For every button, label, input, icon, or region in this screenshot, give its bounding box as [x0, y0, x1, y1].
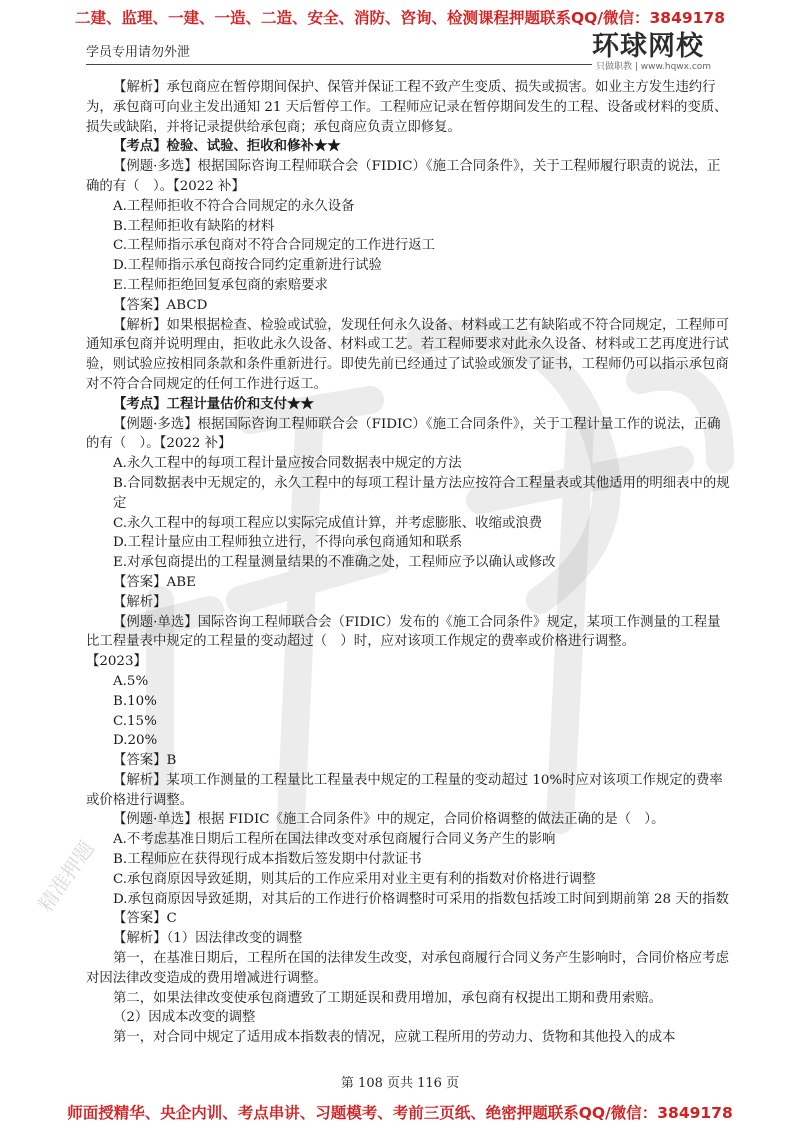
page-number: 第 108 页共 116 页 [340, 1076, 460, 1091]
option-a: A.不考虑基准日期后工程所在国法律改变对承包商履行合同义务产生的影响 [113, 832, 556, 848]
logo-tagline: 只做职教 | www.hqwx.com [596, 62, 712, 72]
analysis-paragraph: 【解析】某项工作测量的工程量比工程量表中规定的工程量的变动超过 10%时应对该项工作规定的费率或价格进行调整。 [86, 772, 723, 808]
option-c: C.承包商原因导致延期，则其后的工作应采用对业主更有利的指数对价格进行调整 [113, 871, 596, 887]
option-b: B.工程师应在获得现行成本指数后签发期中付款证书 [113, 852, 422, 868]
header-note: 学员专用请勿外泄 [86, 45, 191, 60]
topic-heading: 【考点】工程计量估价和支付★★ [113, 395, 314, 412]
option-b: B.10% [113, 693, 157, 709]
topic-heading: 【考点】检验、试验、拒收和修补★★ [113, 138, 341, 155]
option-a: A.工程师拒收不符合合同规定的永久设备 [113, 198, 355, 214]
document-body [86, 78, 732, 1048]
brand-logo [592, 32, 722, 73]
option-d: D.工程师指示承包商按合同约定重新进行试验 [113, 258, 382, 274]
option-d: D.20% [113, 733, 158, 749]
side-watermark-text: 精准押题 [33, 836, 99, 917]
year-tag: 【2023】 [86, 654, 147, 670]
question-stem: 【例题·单选】根据 FIDIC《施工合同条件》中的规定，合同价格调整的做法正确的是（ ）。 [113, 812, 665, 828]
bottom-promo-banner: 师面授精华、央企内训、考点串讲、习题模考、考前三页纸、绝密押题联系QQ/微信：3849178 [67, 1104, 733, 1122]
option-d: D.承包商原因导致延期，对其后的工作进行价格调整时可采用的指数包括竣工时间到期前第 28 天的指数 [113, 891, 729, 907]
option-e: E.对承包商提出的工程量测量结果的不准确之处，工程师应予以确认或修改 [113, 555, 556, 571]
option-b: B.合同数据表中无规定的，永久工程中的每项工程计量方法应按符合工程量表或其他适用的明细表中的规定 [113, 475, 730, 511]
analysis-paragraph: 第一，在基准日期后，工程所在国的法律发生改变，对承包商履行合同义务产生影响时，合同价格应考虑对因法律改变造成的费用增减进行调整。 [86, 951, 729, 986]
top-promo-banner: 二建、监理、一建、一造、二造、安全、消防、咨询、检测课程押题联系QQ/微信：3849178 [74, 9, 725, 27]
logo-text: 环球网校 [592, 31, 704, 62]
answer-line: 【答案】ABCD [113, 297, 208, 313]
question-stem: 【例题·单选】国际咨询工程师联合会（FIDIC）发布的《施工合同条件》规定，某项工作测量的工程量比工程量表中规定的工程量的变动超过（ ）时，应对该项工作规定的费率或价格进行调整。 [86, 614, 721, 650]
option-c: C.工程师指示承包商对不符合合同规定的工作进行返工 [113, 238, 436, 254]
option-a: A.永久工程中的每项工程计量应按合同数据表中规定的方法 [113, 456, 462, 472]
option-d: D.工程计量应由工程师独立进行，不得向承包商通知和联系 [113, 535, 463, 551]
option-c: C.15% [113, 713, 157, 729]
analysis-label: 【解析】（1）因法律改变的调整 [113, 931, 303, 947]
question-stem: 【例题·多选】根据国际咨询工程师联合会（FIDIC）《施工合同条件》，关于工程师履行职责的说法，正确的有（ ）。【2022 补】 [86, 159, 721, 194]
analysis-paragraph: 第一，对合同中规定了适用成本指数表的情况，应就工程所用的劳动力、货物和其他投入的成本 [113, 1030, 676, 1046]
question-stem: 【例题·多选】根据国际咨询工程师联合会（FIDIC）《施工合同条件》，关于工程计量工作的说法，正确的有（ ）。【2022 补】 [86, 416, 721, 452]
answer-line: 【答案】ABE [113, 574, 196, 590]
analysis-paragraph: 【解析】承包商应在暂停期间保护、保管并保证工程不致产生变质、损失或损害。如业主方发生违约行为，承包商可向业主发出通知 21 天后暂停工作。工程师应记录在暂停期间发生的工程、设备或材料的变质、损失或缺陷，并将记录提供给承包商；承包商应负责立即修复。 [86, 80, 728, 135]
option-e: E.工程师拒绝回复承包商的索赔要求 [113, 277, 328, 293]
analysis-subheading: （2）因成本改变的调整 [113, 1010, 256, 1026]
header-divider [86, 64, 592, 65]
option-a: A.5% [113, 673, 149, 689]
analysis-paragraph: 【解析】如果根据检查、检验或试验，发现任何永久设备、材料或工艺有缺陷或不符合同规定，工程师可通知承包商并说明理由，拒收此永久设备、材料或工艺。若工程师要求对此永久设备、材料或工艺再度进行试验，则试验应按相同条款和条件重新进行。即使先前已经通过了试验或颁发了证书，工程师仍可以指示承包商对不符合合同规定的任何工作进行返工。 [86, 317, 729, 392]
option-b: B.工程师拒收有缺陷的材料 [113, 218, 275, 234]
analysis-paragraph: 第二，如果法律改变使承包商遭致了工期延误和费用增加，承包商有权提出工期和费用索赔。 [113, 990, 663, 1006]
answer-line: 【答案】C [113, 911, 177, 927]
answer-line: 【答案】B [113, 753, 177, 769]
option-c: C.永久工程中的每项工程应以实际完成值计算，并考虑膨胀、收缩或浪费 [113, 515, 543, 531]
analysis-label: 【解析】 [113, 594, 167, 610]
